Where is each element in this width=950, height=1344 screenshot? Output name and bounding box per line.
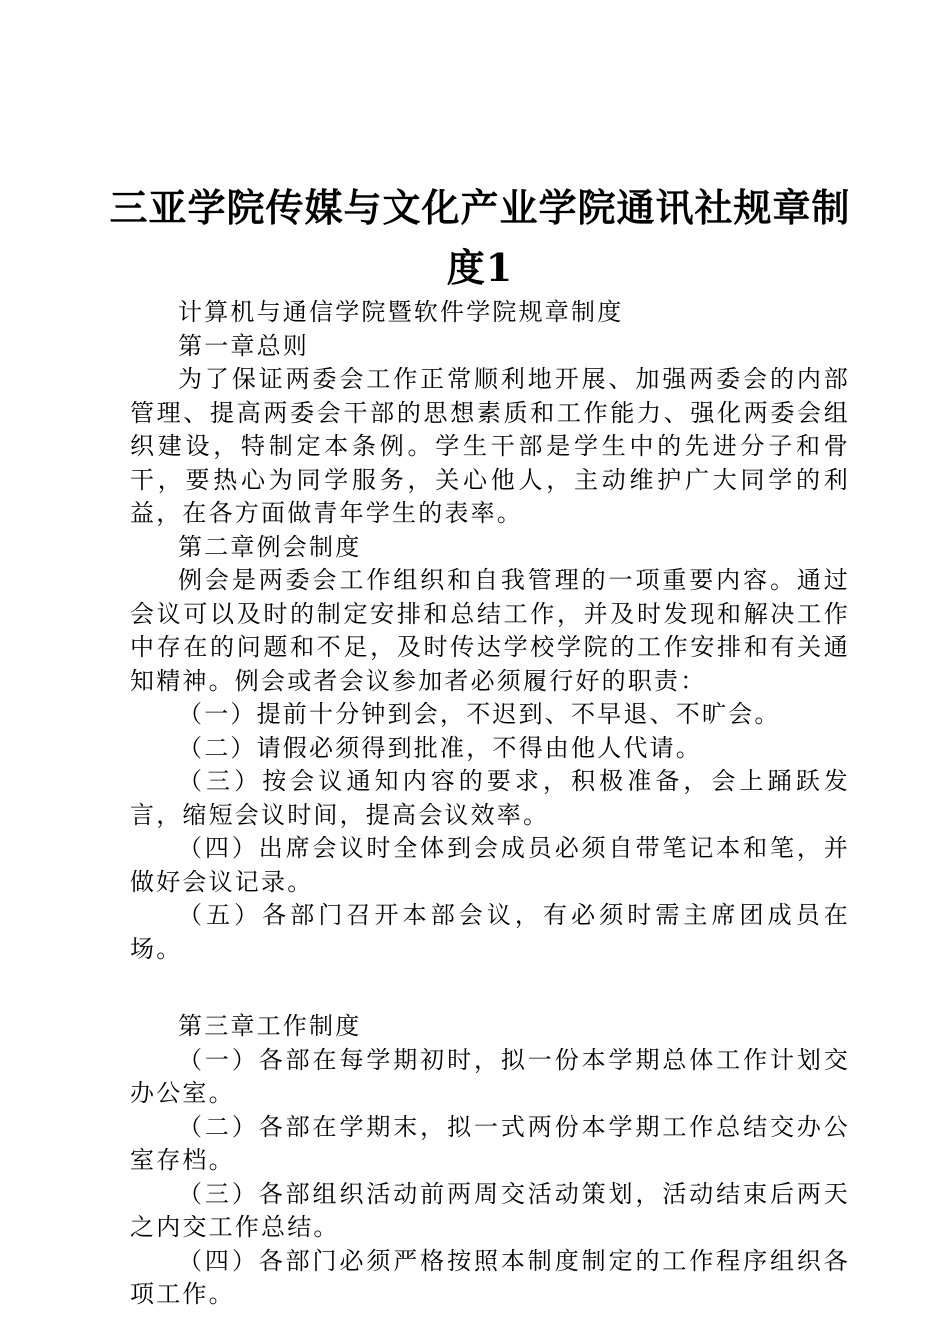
document-subtitle: 计算机与通信学院暨软件学院规章制度 xyxy=(178,298,624,326)
chapter3-item: （四）各部门必须严格按照本制度制定的工作程序组织各项工作。 xyxy=(130,1246,850,1308)
chapter2-paragraph: 例会是两委会工作组织和自我管理的一项重要内容。通过会议可以及时的制定安排和总结工作，并及时发现和解决工作中存在的问题和不足，及时传达学校学院的工作安排和有关通知精神。例会或者会议参加者必须履行好的职责： xyxy=(130,566,850,695)
chapter2-item: （一）提前十分钟到会，不迟到、不早退、不旷会。 xyxy=(178,700,781,728)
chapter1-heading: 第一章总则 xyxy=(178,331,309,360)
chapter2-item: （二）请假必须得到批准，不得由他人代请。 xyxy=(178,733,702,762)
chapter3-item: （二）各部在学期末，拟一式两份本学期工作总结交办公室存档。 xyxy=(130,1112,850,1174)
paragraph-spacer xyxy=(130,966,850,1010)
chapter2-item: （三）按会议通知内容的要求，积极准备，会上踊跃发言，缩短会议时间，提高会议效率。 xyxy=(130,767,850,829)
document-body xyxy=(130,296,850,1312)
document-title: 三亚学院传媒与文化产业学院通讯社规章制度1 xyxy=(109,185,851,290)
chapter3-heading: 第三章工作制度 xyxy=(178,1012,362,1040)
chapter2-item: （五）各部门召开本部会议，有必须时需主席团成员在场。 xyxy=(130,901,850,963)
chapter3-item: （三）各部组织活动前两周交活动策划，活动结束后两天之内交工作总结。 xyxy=(130,1179,850,1241)
chapter2-item: （四）出席会议时全体到会成员必须自带笔记本和笔，并做好会议记录。 xyxy=(130,834,850,896)
chapter1-paragraph: 为了保证两委会工作正常顺利地开展、加强两委会的内部管理、提高两委会干部的思想素质和工作能力、强化两委会组织建设，特制定本条例。学生干部是学生中的先进分子和骨干，要热心为同学服务，关心他人，主动维护广大同学的利益，在各方面做青年学生的表率。 xyxy=(130,365,850,527)
chapter3-item: （一）各部在每学期初时，拟一份本学期总体工作计划交办公室。 xyxy=(130,1045,850,1107)
chapter2-heading: 第二章例会制度 xyxy=(178,532,362,561)
